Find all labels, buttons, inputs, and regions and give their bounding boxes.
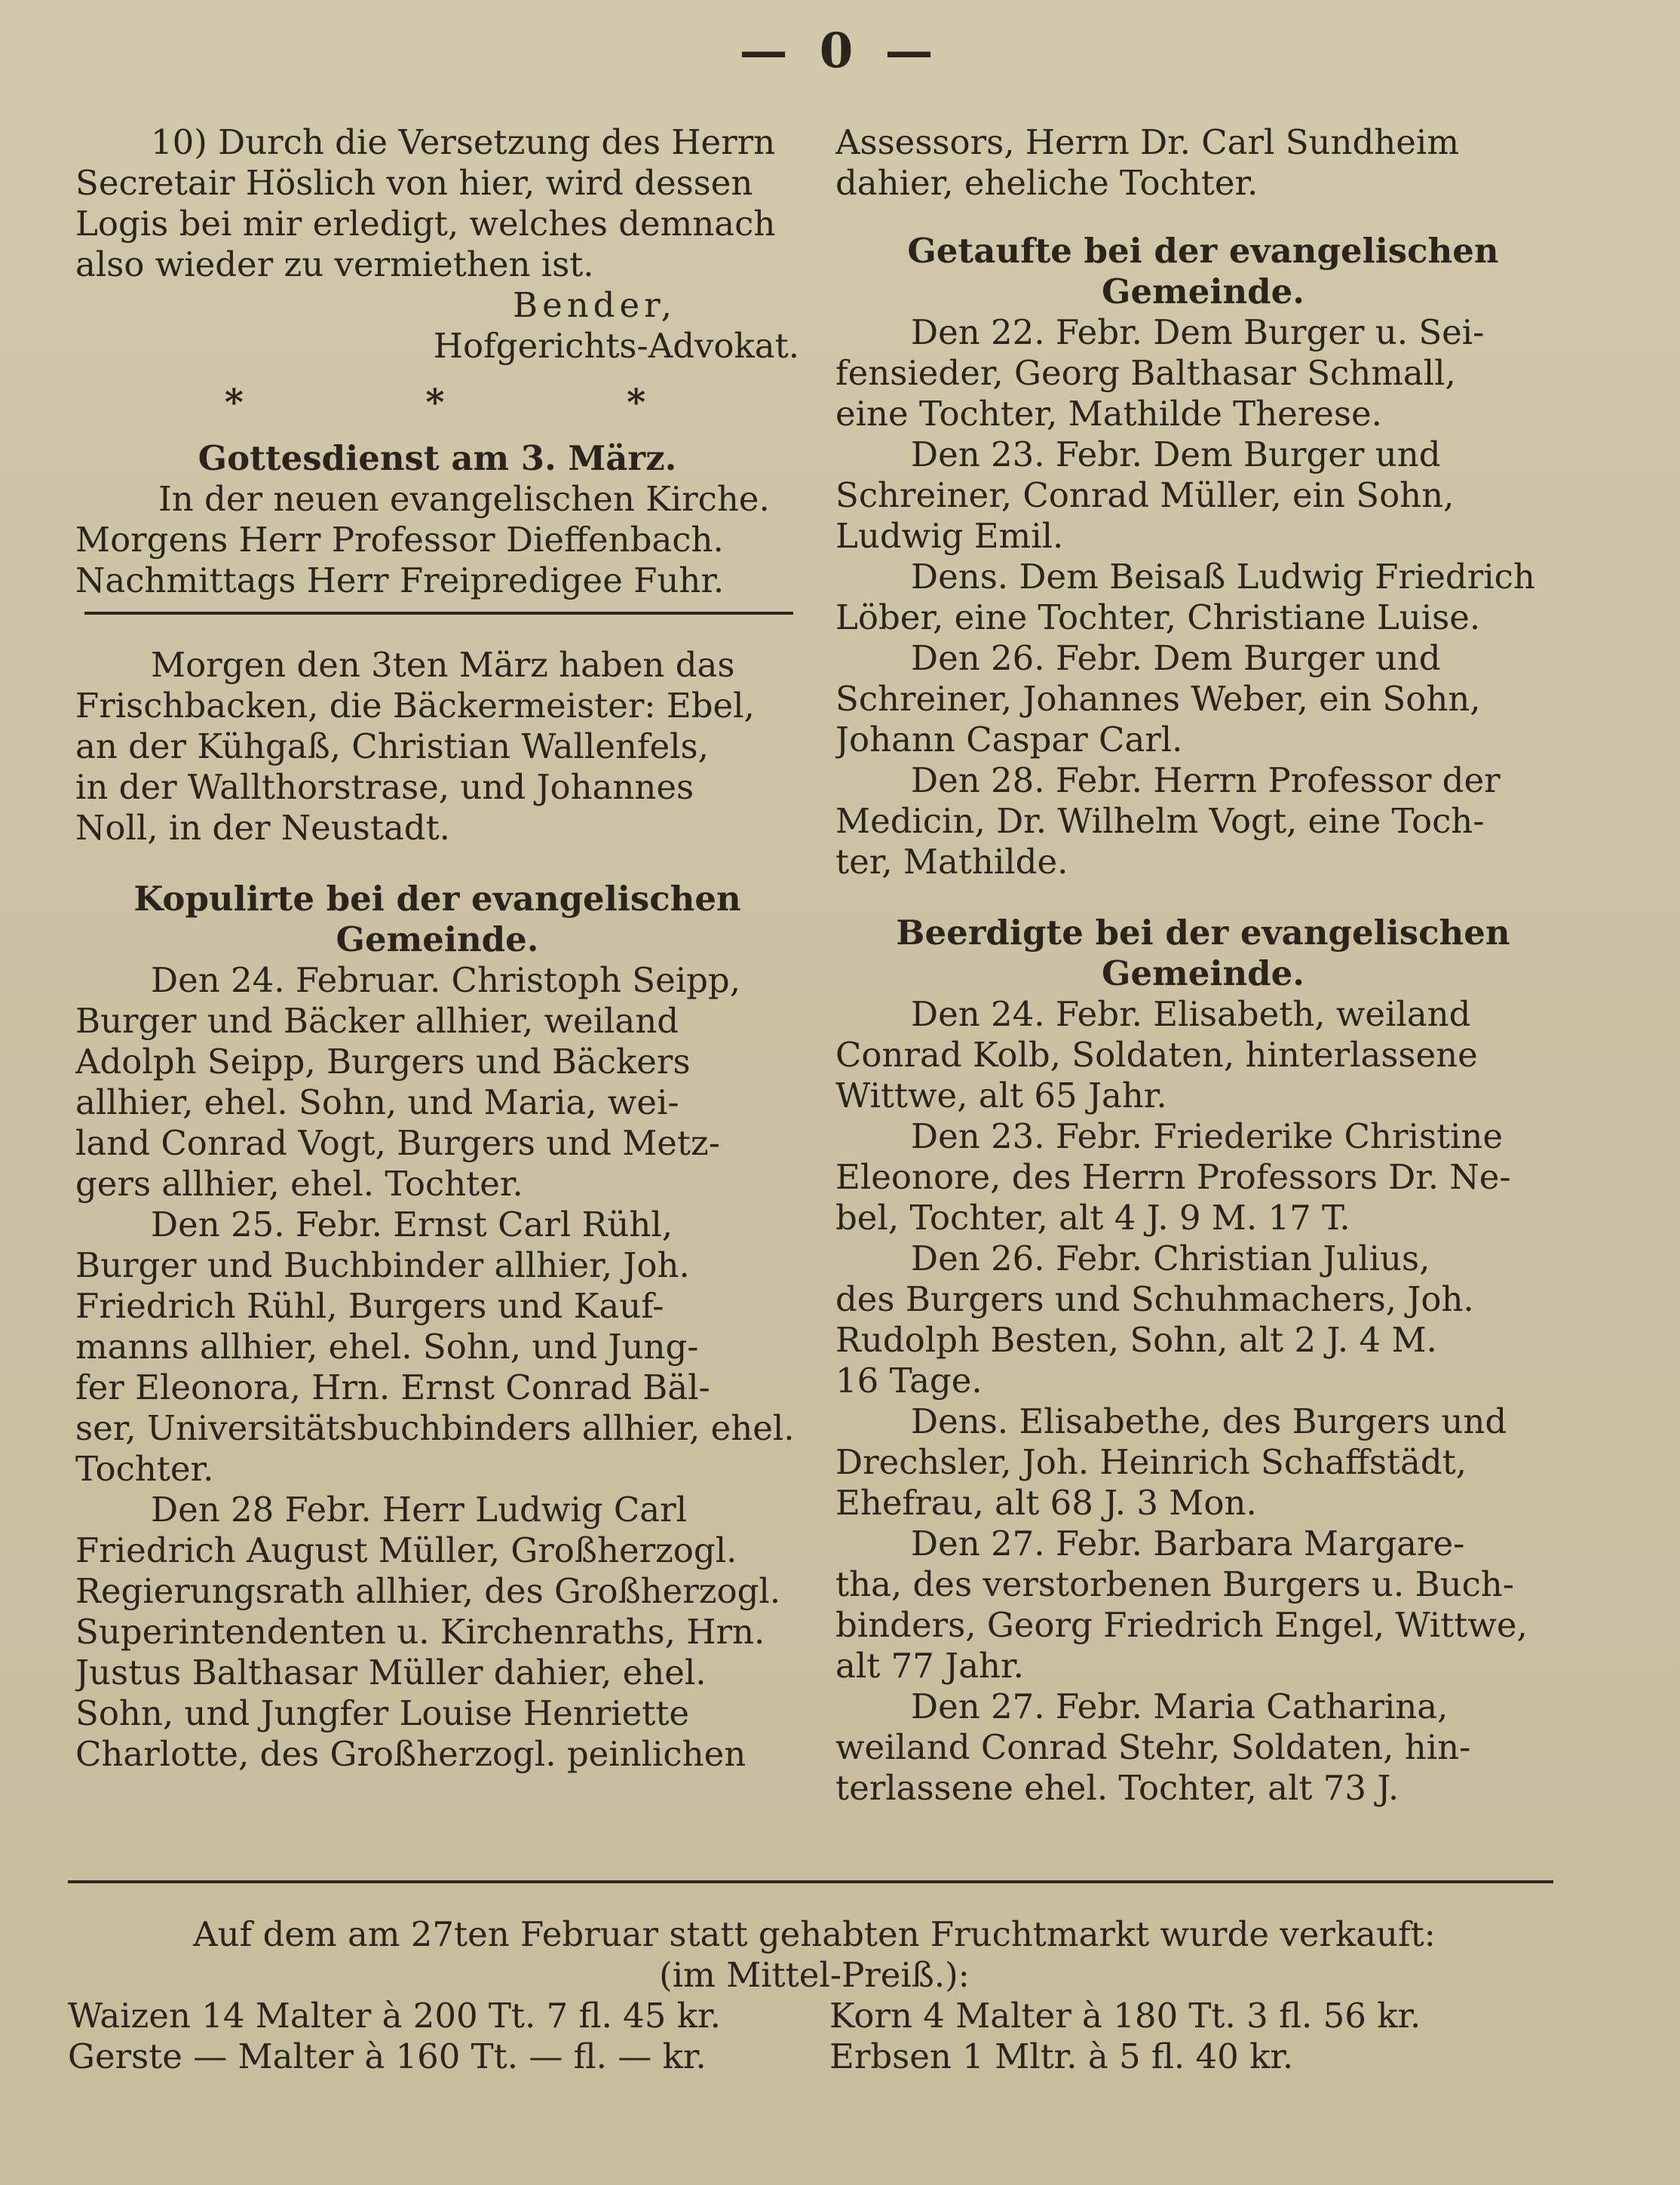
buried-section: [835, 913, 1571, 1809]
married-line: fer Eleonora, Hrn. Ernst Conrad Bäl-: [75, 1367, 710, 1407]
notice-signature-name: Bender,: [513, 285, 676, 325]
buried-line: Wittwe, alt 65 Jahr.: [835, 1076, 1167, 1116]
buried-line: Dens. Elisabethe, des Burgers und: [911, 1401, 1507, 1441]
baptized-line: Johann Caspar Carl.: [835, 720, 1183, 760]
rental-notice: [75, 122, 799, 367]
continuation-line: Assessors, Herrn Dr. Carl Sundheim: [835, 122, 1459, 162]
married-heading-sub: Gemeinde.: [336, 919, 539, 959]
married-line: Sohn, und Jungfer Louise Henriette: [75, 1693, 690, 1733]
baptized-line: Dens. Dem Beisaß Ludwig Friedrich: [911, 557, 1535, 597]
married-line: Den 25. Febr. Ernst Carl Rühl,: [151, 1205, 673, 1244]
market-cell: Korn 4 Malter à 180 Tt. 3 fl. 56 kr.: [829, 1996, 1421, 2036]
market-cell: Gerste — Malter à 160 Tt. — fl. — kr.: [68, 2036, 707, 2076]
bakers-line: an der Kühgaß, Christian Wallenfels,: [75, 726, 709, 766]
notice-line: Secretair Höslich von hier, wird dessen: [75, 163, 753, 203]
married-line: Tochter.: [75, 1449, 214, 1489]
baptized-line: Den 22. Febr. Dem Burger u. Sei-: [911, 312, 1485, 352]
buried-line: Den 23. Febr. Friederike Christine: [911, 1116, 1504, 1156]
ornament-stars: [75, 367, 799, 438]
baptized-heading-sub: Gemeinde.: [1102, 272, 1304, 311]
buried-line: Conrad Kolb, Soldaten, hinterlassene: [835, 1035, 1478, 1075]
spacer: [75, 849, 799, 879]
baptized-heading: Getaufte bei der evangelischen: [907, 231, 1499, 271]
continuation-line: dahier, eheliche Tochter.: [835, 163, 1258, 203]
spacer: [835, 882, 1571, 913]
married-line: Burger und Bäcker allhier, weiland: [75, 1001, 679, 1041]
baptized-line: Schreiner, Johannes Weber, ein Sohn,: [835, 679, 1481, 719]
buried-line: Eleonore, des Herrn Professors Dr. Ne-: [835, 1157, 1511, 1197]
married-line: Friedrich Rühl, Burgers und Kauf-: [75, 1286, 664, 1326]
baptized-line: Den 26. Febr. Dem Burger und: [911, 638, 1441, 678]
continuation: [835, 122, 1571, 204]
buried-line: Den 27. Febr. Barbara Margare-: [911, 1524, 1465, 1564]
married-line: ser, Universitätsbuchbinders allhier, ehel.: [75, 1408, 795, 1448]
baptized-line: Löber, eine Tochter, Christiane Luise.: [835, 597, 1481, 637]
buried-line: alt 77 Jahr.: [835, 1646, 1024, 1686]
married-line: Justus Balthasar Müller dahier, ehel.: [75, 1653, 707, 1692]
spacer: [835, 204, 1571, 231]
buried-line: des Burgers und Schuhmachers, Joh.: [835, 1279, 1474, 1319]
baptized-line: Den 28. Febr. Herrn Professor der: [911, 760, 1501, 800]
buried-line: Den 26. Febr. Christian Julius,: [911, 1238, 1430, 1278]
married-line: Adolph Seipp, Burgers und Bäckers: [75, 1042, 691, 1082]
market-heading: Auf dem am 27ten Februar statt gehabten Fruchtmarkt wurde verkauft:: [193, 1914, 1436, 1954]
bakers-line: Morgen den 3ten März haben das: [151, 645, 735, 685]
married-line: manns allhier, ehel. Sohn, und Jung-: [75, 1327, 699, 1367]
notice-signature-title: Hofgerichts-Advokat.: [433, 326, 799, 366]
bakers-notice: [75, 645, 799, 849]
bakers-line: in der Wallthorstrase, und Johannes: [75, 767, 694, 807]
baptized-line: eine Tochter, Mathilde Therese.: [835, 394, 1382, 434]
service-line: Morgens Herr Professor Dieffenbach.: [75, 520, 724, 560]
buried-line: 16 Tage.: [835, 1361, 983, 1401]
buried-line: Den 24. Febr. Elisabeth, weiland: [911, 994, 1471, 1034]
baptized-line: Medicin, Dr. Wilhelm Vogt, eine Toch-: [835, 801, 1485, 841]
service-line: In der neuen evangelischen Kirche.: [158, 479, 770, 519]
baptized-section: [835, 231, 1571, 882]
page-number: — 0 —: [739, 23, 941, 79]
married-line: Regierungsrath allhier, des Großherzogl.: [75, 1571, 781, 1611]
left-column: [75, 122, 799, 1775]
buried-line: binders, Georg Friedrich Engel, Wittwe,: [835, 1605, 1528, 1645]
market-divider: [68, 1880, 1553, 1883]
market-subheading: (im Mittel-Preiß.):: [659, 1955, 970, 1995]
buried-line: Rudolph Besten, Sohn, alt 2 J. 4 M.: [835, 1320, 1437, 1360]
married-line: Friedrich August Müller, Großherzogl.: [75, 1530, 737, 1570]
right-column: [835, 122, 1571, 1809]
buried-heading: Beerdigte bei der evangelischen: [896, 913, 1510, 953]
buried-line: Ehefrau, alt 68 J. 3 Mon.: [835, 1483, 1257, 1523]
market-row: [68, 1996, 1561, 2036]
notice-line: 10) Durch die Versetzung des Herrn: [151, 122, 776, 162]
market-cell: Erbsen 1 Mltr. à 5 fl. 40 kr.: [829, 2036, 1294, 2076]
married-heading: Kopulirte bei der evangelischen: [133, 879, 741, 919]
market-report: [68, 1914, 1561, 2077]
market-row: [68, 2036, 1561, 2077]
married-line: Den 28 Febr. Herr Ludwig Carl: [151, 1490, 687, 1530]
married-section: [75, 879, 799, 1775]
bakers-line: Frischbacken, die Bäckermeister: Ebel,: [75, 686, 755, 726]
married-line: land Conrad Vogt, Burgers und Metz-: [75, 1123, 720, 1163]
buried-line: Den 27. Febr. Maria Catharina,: [911, 1686, 1449, 1726]
service-line: Nachmittags Herr Freipredigee Fuhr.: [75, 560, 725, 600]
married-line: Superintendenten u. Kirchenraths, Hrn.: [75, 1612, 765, 1652]
married-line: Charlotte, des Großherzogl. peinlichen: [75, 1734, 746, 1774]
star-ornament: *: [627, 381, 651, 424]
notice-line: Logis bei mir erledigt, welches demnach: [75, 204, 776, 244]
married-line: allhier, ehel. Sohn, und Maria, wei-: [75, 1082, 679, 1122]
star-ornament: *: [425, 381, 449, 424]
market-cell: Waizen 14 Malter à 200 Tt. 7 fl. 45 kr.: [68, 1996, 721, 2036]
baptized-line: Den 23. Febr. Dem Burger und: [911, 434, 1441, 474]
married-line: gers allhier, ehel. Tochter.: [75, 1164, 523, 1204]
notice-line: also wieder zu vermiethen ist.: [75, 244, 594, 284]
married-line: Burger und Buchbinder allhier, Joh.: [75, 1245, 690, 1285]
baptized-line: ter, Mathilde.: [835, 842, 1068, 882]
baptized-line: fensieder, Georg Balthasar Schmall,: [835, 353, 1456, 393]
buried-line: bel, Tochter, alt 4 J. 9 M. 17 T.: [835, 1198, 1350, 1238]
baptized-line: Ludwig Emil.: [835, 516, 1064, 556]
baptized-line: Schreiner, Conrad Müller, ein Sohn,: [835, 475, 1455, 515]
buried-line: Drechsler, Joh. Heinrich Schaffstädt,: [835, 1442, 1467, 1482]
bakers-line: Noll, in der Neustadt.: [75, 808, 450, 848]
service-heading: Gottesdienst am 3. März.: [198, 438, 677, 478]
star-ornament: *: [224, 381, 248, 424]
buried-line: weiland Conrad Stehr, Soldaten, hin-: [835, 1727, 1471, 1767]
buried-line: terlassene ehel. Tochter, alt 73 J.: [835, 1768, 1399, 1808]
section-divider: [84, 612, 793, 615]
buried-heading-sub: Gemeinde.: [1102, 953, 1304, 993]
service-section: [75, 438, 799, 601]
married-line: Den 24. Februar. Christoph Seipp,: [151, 960, 741, 1000]
buried-line: tha, des verstorbenen Burgers u. Buch-: [835, 1564, 1514, 1604]
